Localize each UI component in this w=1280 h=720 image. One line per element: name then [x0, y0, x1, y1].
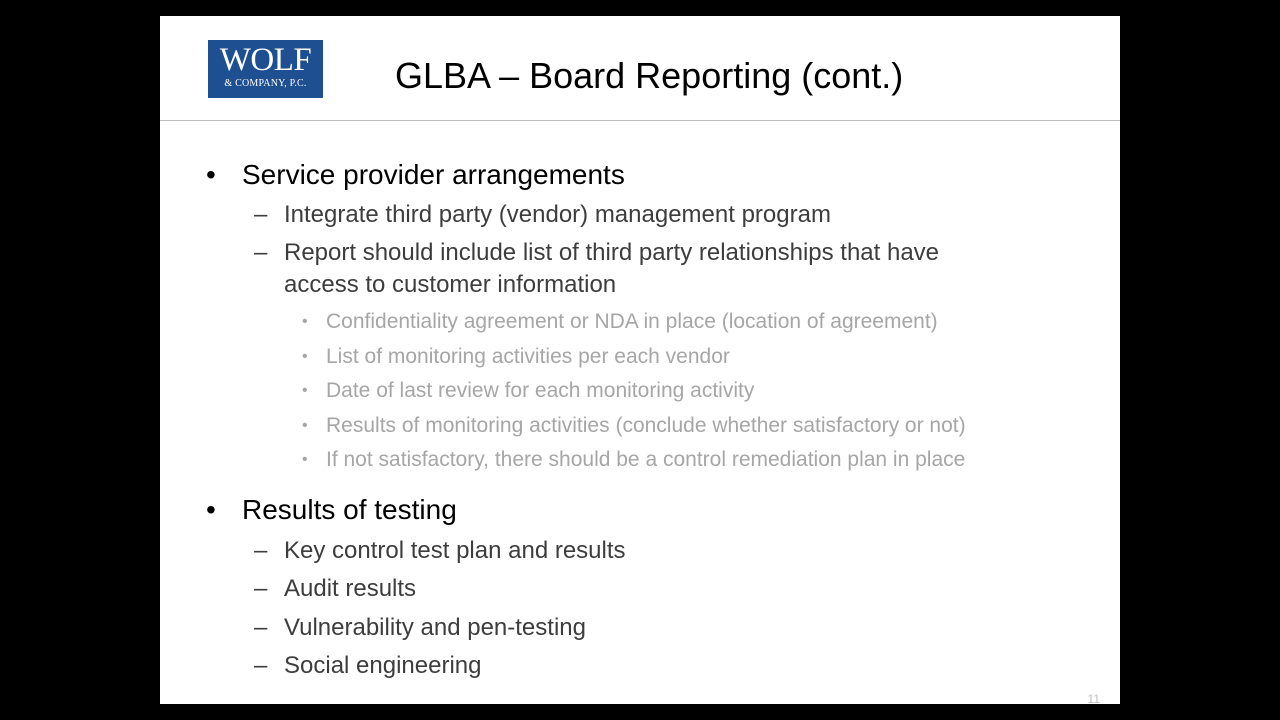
- bullet-marker: •: [206, 159, 216, 190]
- title-divider: [160, 120, 1120, 121]
- dash-marker: –: [254, 614, 268, 641]
- subitem-text-line2: access to customer information: [284, 271, 617, 298]
- dash-marker: –: [254, 239, 268, 266]
- detail-item: [302, 377, 755, 405]
- subitem-audit-results: [254, 573, 417, 605]
- subitem-report-third-party-list: [254, 237, 940, 269]
- page-number: 11: [1087, 692, 1100, 704]
- subitem-text: Vulnerability and pen-testing: [284, 614, 586, 641]
- logo-subtitle: & COMPANY, P.C.: [224, 78, 307, 89]
- detail-text: Date of last review for each monitoring activity: [326, 379, 755, 402]
- sub-bullet-marker: •: [302, 451, 308, 468]
- bullet-service-provider-arrangements: [206, 158, 625, 192]
- detail-item: [302, 412, 966, 440]
- wolf-company-logo: [208, 40, 323, 98]
- subitem-key-control-test: [254, 535, 626, 567]
- subitem-text: Audit results: [284, 575, 417, 602]
- detail-text: List of monitoring activities per each vendor: [326, 345, 730, 368]
- bullet-text: Results of testing: [242, 494, 457, 525]
- detail-text: Results of monitoring activities (conclude whether satisfactory or not): [326, 414, 966, 437]
- subitem-integrate-vendor-program: [254, 199, 831, 231]
- subitem-vulnerability-pen-testing: [254, 612, 586, 644]
- slide: [160, 16, 1120, 704]
- detail-item: [302, 308, 938, 336]
- dash-marker: –: [254, 575, 268, 602]
- subitem-text: Social engineering: [284, 652, 482, 679]
- subitem-report-third-party-list-cont: [284, 269, 616, 301]
- subitem-text: Key control test plan and results: [284, 537, 626, 564]
- detail-item: [302, 446, 966, 474]
- logo-wordmark: WOLF: [219, 42, 312, 78]
- bullet-marker: •: [206, 494, 216, 525]
- bullet-results-of-testing: [206, 493, 457, 527]
- detail-text: Confidentiality agreement or NDA in place (location of agreement): [326, 310, 938, 333]
- sub-bullet-marker: •: [302, 313, 308, 330]
- detail-text: If not satisfactory, there should be a control remediation plan in place: [326, 448, 966, 471]
- bullet-text: Service provider arrangements: [242, 159, 625, 190]
- sub-bullet-marker: •: [302, 417, 308, 434]
- dash-marker: –: [254, 537, 268, 564]
- slide-title: GLBA – Board Reporting (cont.): [395, 55, 904, 96]
- subitem-text: Integrate third party (vendor) management program: [284, 201, 831, 228]
- subitem-text-line1: Report should include list of third party relationships that have: [284, 239, 940, 266]
- dash-marker: –: [254, 652, 268, 679]
- subitem-social-engineering: [254, 650, 482, 682]
- sub-bullet-marker: •: [302, 382, 308, 399]
- dash-marker: –: [254, 201, 268, 228]
- sub-bullet-marker: •: [302, 348, 308, 365]
- detail-item: [302, 343, 730, 371]
